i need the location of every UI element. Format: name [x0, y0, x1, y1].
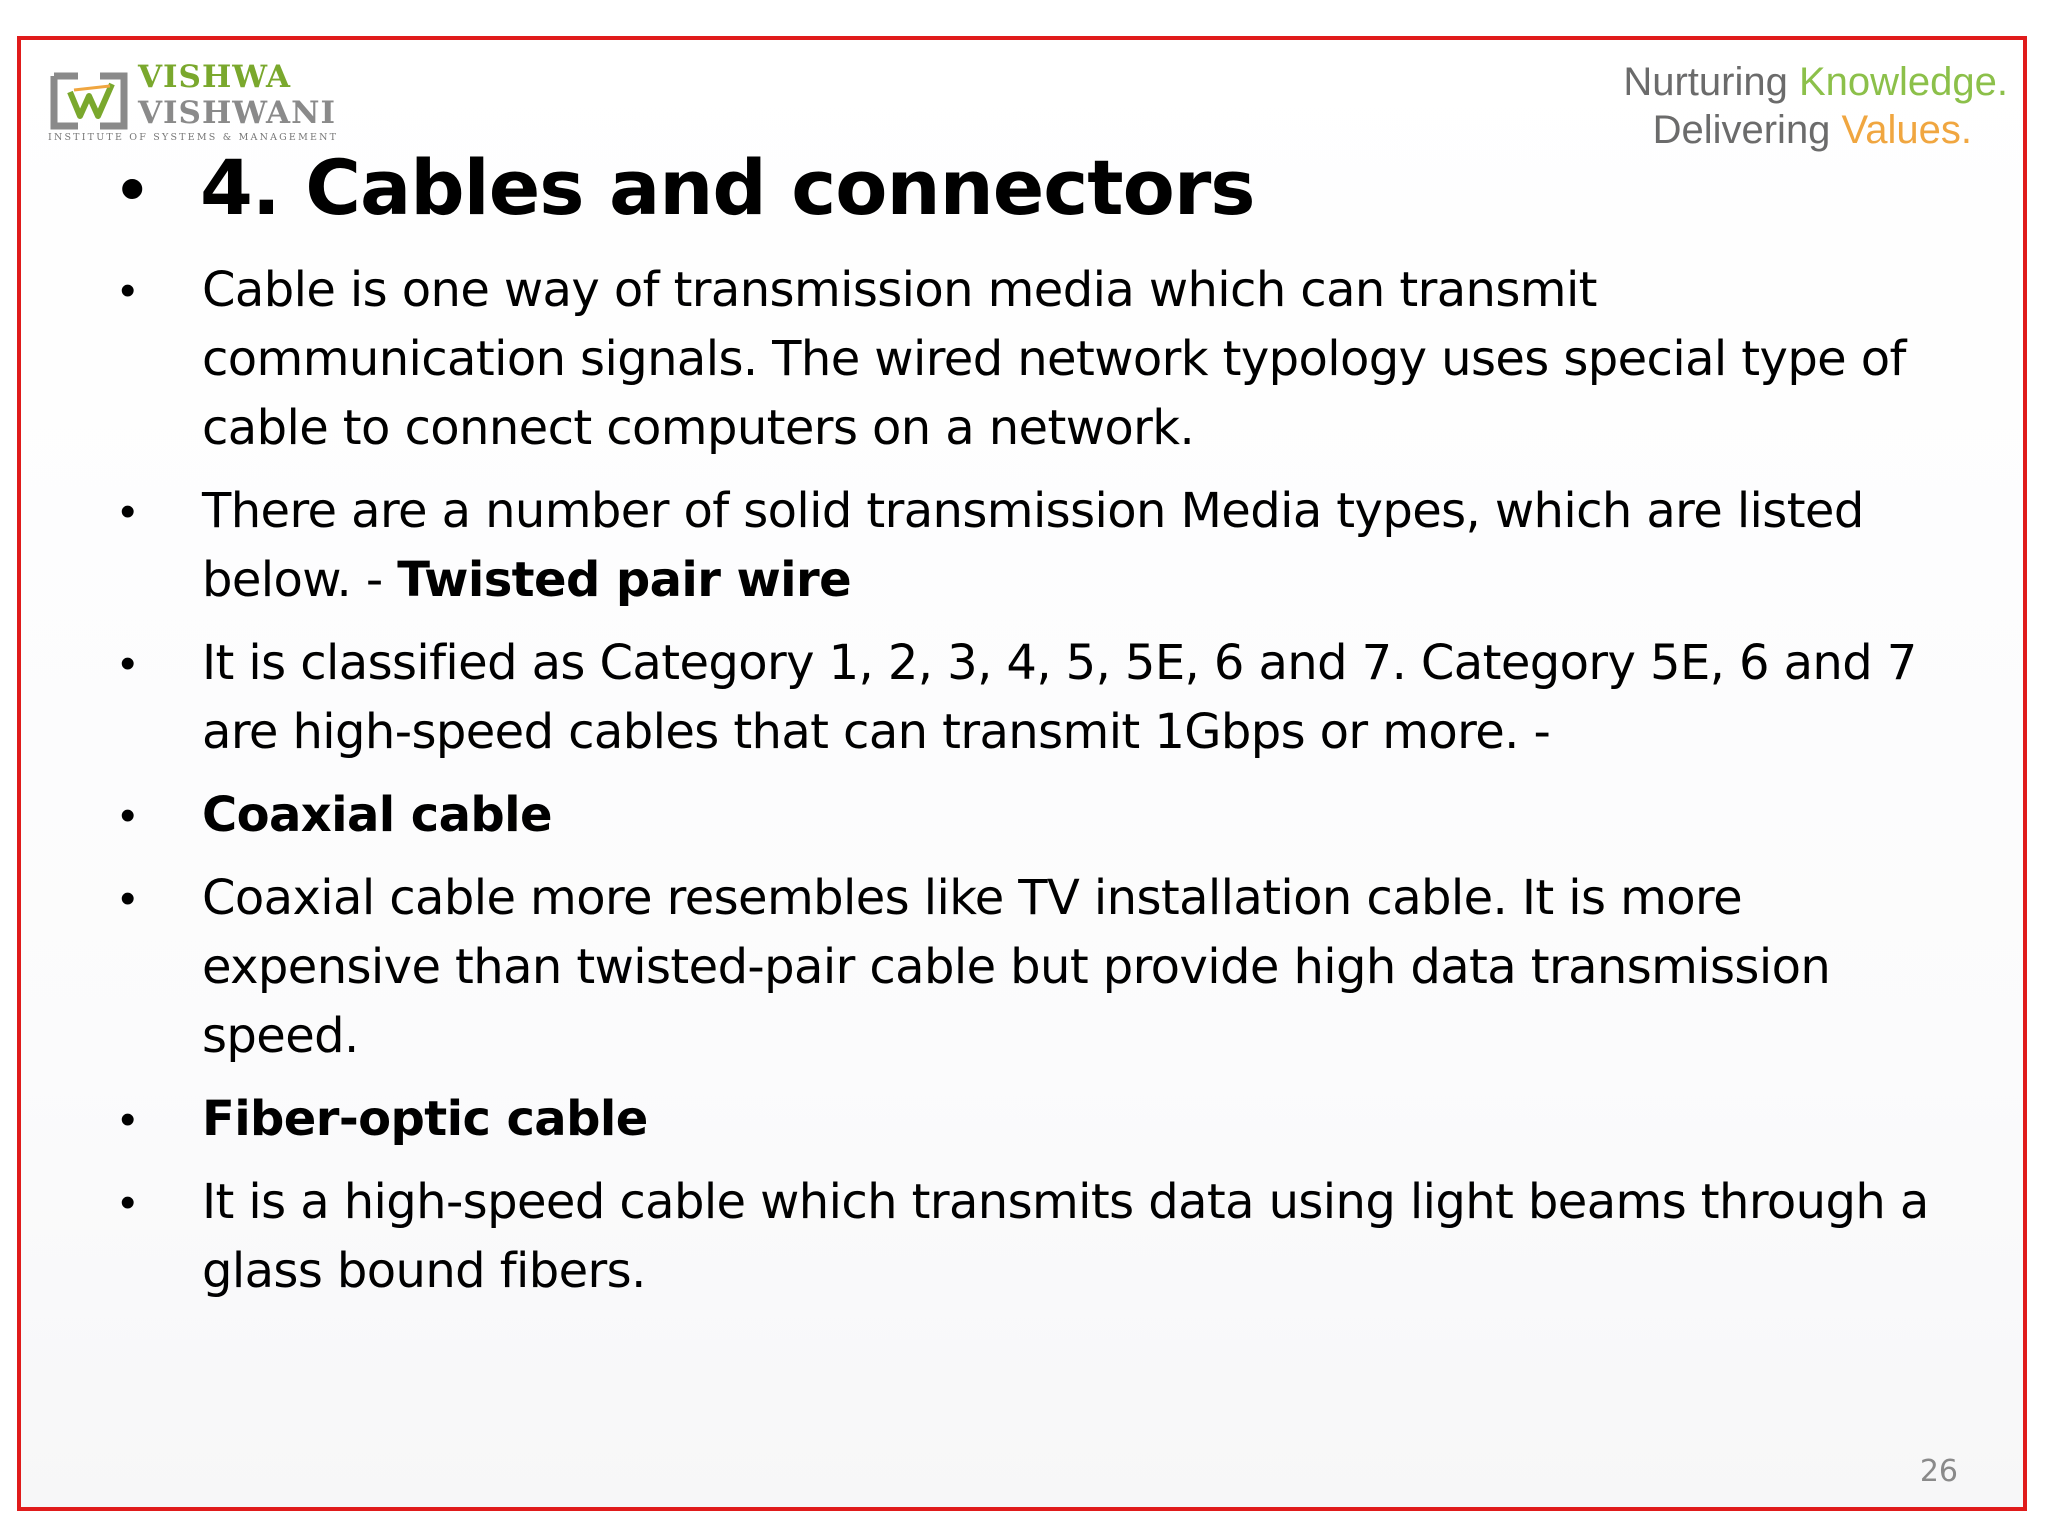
tagline-line-2-prefix: Delivering	[1652, 108, 1842, 152]
slide-title-row	[120, 140, 1255, 236]
bullet-icon: •	[120, 266, 136, 315]
list-item-body: Coaxial cable more resembles like TV installation cable. It is more expensive than twisted-pair cable but provide high data transmission speed.	[202, 870, 1831, 1064]
list-item	[120, 256, 1950, 463]
tagline	[1588, 58, 2008, 154]
list-item-body: It is classified as Category 1, 2, 3, 4, 5, 5E, 6 and 7. Category 5E, 6 and 7 are high-speed cables that can transmit 1Gbps or more. -	[202, 635, 1917, 760]
list-item	[120, 1085, 1950, 1154]
list-item-text	[202, 864, 1950, 1071]
title-bullet-icon: •	[120, 149, 145, 227]
list-item-text	[202, 1168, 1950, 1306]
tagline-line-1-prefix: Nurturing	[1623, 60, 1799, 104]
bullet-list	[120, 256, 1950, 1320]
logo-subtitle: INSTITUTE OF SYSTEMS & MANAGEMENT	[48, 132, 339, 143]
list-item-body: It is a high-speed cable which transmits data using light beams through a glass bound fibers.	[202, 1174, 1929, 1299]
list-item	[120, 864, 1950, 1071]
list-item	[120, 629, 1950, 767]
tagline-line-2-accent: Values.	[1841, 108, 1972, 152]
list-item-text	[202, 1085, 648, 1154]
list-item-text	[202, 477, 1950, 615]
bullet-icon: •	[120, 639, 136, 688]
tagline-line-2	[1588, 106, 2008, 154]
logo-line-1: VISHWA	[138, 59, 292, 95]
tagline-line-1-accent: Knowledge.	[1798, 60, 2008, 104]
bullet-icon: •	[120, 874, 136, 923]
institute-logo	[48, 60, 368, 150]
logo-line-2: VISHWANI	[138, 95, 336, 131]
slide-title: 4. Cables and connectors	[200, 143, 1255, 232]
list-item	[120, 1168, 1950, 1306]
page-number: 26	[1919, 1454, 1958, 1489]
list-item-heading: Fiber-optic cable	[202, 1091, 648, 1147]
bullet-icon: •	[120, 487, 136, 536]
list-item-text	[202, 781, 552, 850]
list-item-body: Cable is one way of transmission media which can transmit communication signals. The wired network typology uses special type of cable to connect computers on a network.	[202, 262, 1906, 456]
list-item-body: There are a number of solid transmission Media types, which are listed below. -	[202, 483, 1864, 608]
list-item-text	[202, 629, 1950, 767]
bullet-icon: •	[120, 1095, 136, 1144]
list-item	[120, 781, 1950, 850]
list-item-emphasis: Twisted pair wire	[397, 552, 852, 608]
list-item-text	[202, 256, 1950, 463]
bullet-icon: •	[120, 791, 136, 840]
list-item-heading: Coaxial cable	[202, 787, 552, 843]
logo-mark-icon	[48, 66, 130, 136]
tagline-line-1	[1588, 58, 2008, 106]
list-item	[120, 477, 1950, 615]
bullet-icon: •	[120, 1178, 136, 1227]
